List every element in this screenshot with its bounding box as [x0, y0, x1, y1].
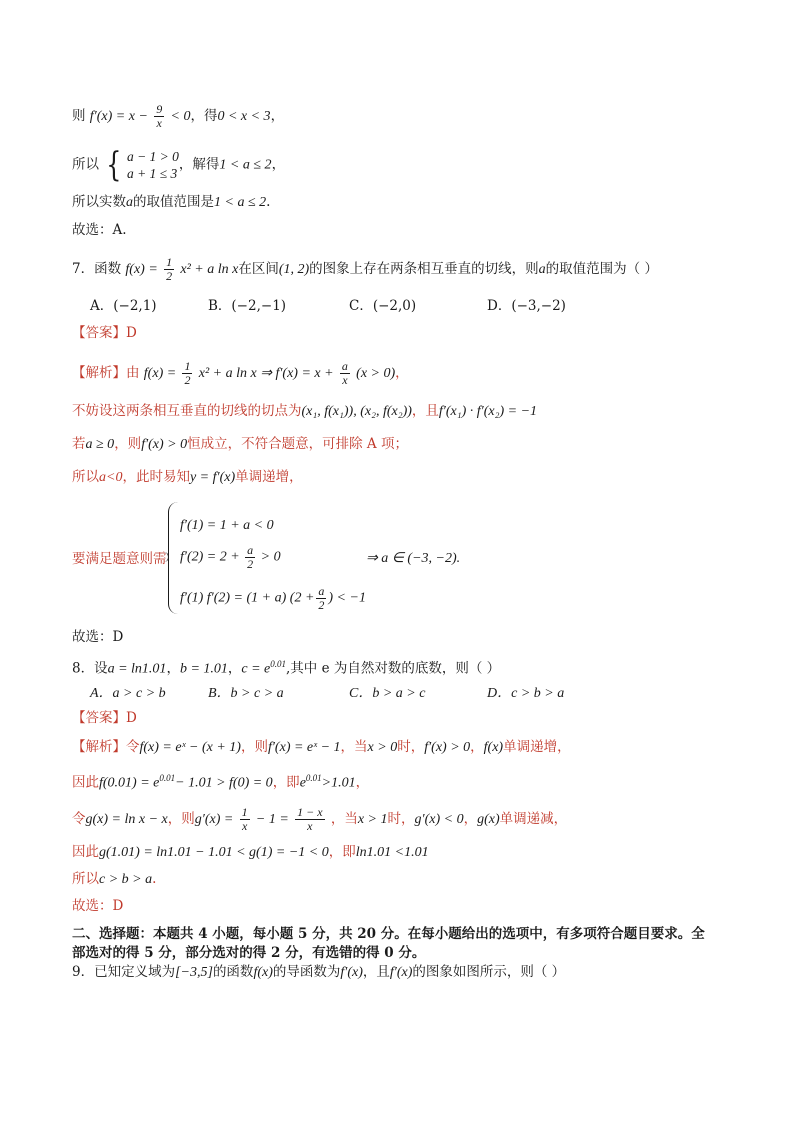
solution-line-system — [72, 145, 286, 185]
text: . — [266, 194, 271, 210]
denominator: 2 — [247, 557, 254, 571]
fraction — [154, 103, 164, 130]
math: f(0.01) = e — [99, 775, 160, 791]
text: 不妨设这两条相互垂直的切线的切点为 — [72, 403, 302, 419]
math: f(x) — [483, 740, 504, 755]
denominator: x — [241, 819, 248, 833]
text: 令 — [72, 811, 86, 827]
choose-line — [72, 220, 127, 240]
math: a = ln1.01 — [107, 661, 167, 677]
text: 单调递增， — [503, 739, 571, 755]
condition-result — [366, 549, 460, 569]
analysis-8-line1 — [72, 737, 571, 758]
fraction — [295, 806, 324, 833]
math: x > 0 — [367, 740, 398, 755]
solution-line-range — [72, 192, 270, 213]
math: ) < −1 — [328, 590, 366, 606]
text: 因此 — [72, 844, 99, 860]
numerator: 9 — [156, 102, 163, 116]
text: ，当 — [340, 739, 368, 755]
numerator: a — [341, 359, 348, 373]
text: 要满足题意则需 — [72, 551, 167, 567]
math: > 0 — [260, 549, 281, 565]
math: a — [126, 195, 133, 210]
math: [−3,5] — [175, 965, 213, 980]
text: ，则 — [167, 811, 195, 827]
section-2-heading-line1 — [72, 924, 705, 944]
math: < 0 — [170, 109, 191, 124]
text: 所以 — [72, 871, 99, 887]
section-heading: 二、选择题：本题共 4 小题，每小题 5 分，共 20 分。在每小题给出的选项中，有多项符合题目要求。全 — [72, 926, 705, 942]
denominator: x — [156, 116, 162, 130]
math: >1.01 — [321, 775, 356, 791]
denominator: 2 — [184, 373, 191, 387]
text: ,其中 e 为自然对数的底数，则（ ） — [286, 660, 501, 677]
system-line: a + 1 ≤ 3 — [126, 166, 178, 181]
text: 的图象如图所示，则（ ） — [412, 964, 566, 980]
fraction — [340, 360, 350, 387]
math: f(x) = — [125, 262, 158, 277]
superscript: 0.01 — [305, 773, 322, 783]
condition-brace — [168, 502, 179, 614]
denominator: 2 — [166, 269, 173, 283]
math: c = e — [241, 661, 271, 677]
math: a<0 — [99, 470, 123, 485]
text: ， — [470, 739, 484, 755]
math: 1 < a ≤ 2 — [219, 157, 272, 173]
text: 故选：D — [72, 898, 124, 914]
numerator: 1 − x — [297, 805, 323, 819]
analysis-8-line4 — [72, 842, 429, 863]
numerator: a — [318, 584, 325, 598]
condition-line-1 — [180, 516, 274, 536]
math: f′(x) — [389, 965, 413, 980]
option-label: C．(−2,0) — [349, 298, 417, 314]
option-b[interactable] — [208, 682, 284, 702]
math: a ≥ 0 — [85, 437, 115, 452]
text: ， — [463, 811, 478, 827]
math: g′(x) < 0 — [414, 812, 464, 827]
analysis-8-line5 — [72, 869, 156, 890]
math: 1 < a ≤ 2 — [214, 195, 267, 210]
text: 故选：A. — [72, 222, 127, 238]
math: f(x) — [253, 965, 273, 980]
text: 的图象上存在两条相互垂直的切线，则 — [309, 261, 539, 277]
math: f′(x) > 0 — [424, 740, 471, 755]
math: − 1 = — [255, 812, 289, 827]
math: x² + a ln x ⇒ f′(x) = x + — [198, 366, 334, 381]
text: . — [152, 871, 157, 887]
choose-7 — [72, 627, 123, 647]
option-label: B．b > c > a — [208, 686, 284, 701]
system-line: a − 1 > 0 — [126, 149, 179, 164]
superscript: 0.01 — [270, 659, 287, 669]
analysis-7-line4 — [72, 467, 303, 488]
math: − 1.01 > f(0) = 0 — [175, 775, 273, 791]
text: 若 — [72, 436, 86, 452]
text: 令 — [126, 739, 140, 755]
fraction — [245, 544, 255, 571]
fraction — [316, 585, 326, 612]
numerator: a — [247, 543, 254, 557]
text: 单调递增， — [235, 469, 303, 485]
text: 因此 — [72, 774, 99, 791]
solution-line-derivative — [72, 103, 284, 130]
text: 由 — [126, 365, 140, 381]
analysis-7-line2 — [72, 401, 537, 422]
math: f(x) = eˣ − (x + 1) — [139, 740, 241, 755]
text: 所以 — [72, 156, 99, 173]
analysis-tag: 【解析】 — [72, 365, 126, 381]
math: g(x) — [477, 812, 500, 827]
math: f′(x) = eˣ − 1 — [267, 740, 341, 755]
denominator: 2 — [318, 598, 325, 612]
math: f′(x) = x − — [89, 109, 148, 124]
answer-7 — [72, 323, 137, 343]
math: e — [299, 775, 306, 791]
text: ，解得 — [178, 156, 220, 173]
math: (1, 2) — [278, 262, 310, 277]
section-heading: 部选对的得 5 分，部分选对的得 2 分，有选错的得 0 分。 — [72, 945, 426, 961]
option-d[interactable] — [487, 294, 566, 314]
option-d[interactable] — [487, 682, 564, 702]
math: (x₁, f(x₁)), (x₂, f(x₂)) — [301, 404, 412, 419]
left-brace: { — [106, 145, 122, 185]
fraction — [240, 806, 250, 833]
math: f′(x₁) · f′(x₂) = −1 — [438, 404, 538, 419]
answer-text: 【答案】D — [72, 325, 137, 341]
math: ⇒ a ∈ (−3, −2). — [366, 551, 461, 566]
option-a[interactable] — [90, 294, 157, 314]
option-label: A．a > c > b — [90, 686, 166, 701]
superscript: 0.01 — [159, 773, 176, 783]
analysis-7-line1 — [72, 360, 409, 387]
analysis-7-line3 — [72, 434, 408, 455]
text: ， — [166, 660, 180, 677]
text: 恒成立，不符合题意，可排除 A 项； — [187, 436, 408, 452]
math: ln1.01 <1.01 — [355, 845, 429, 860]
math: x² + a ln x — [180, 262, 239, 277]
denominator: x — [342, 373, 348, 387]
math: f′(x) — [340, 965, 363, 980]
math: f(x) = — [143, 366, 177, 381]
math: g′(x) = — [194, 812, 234, 827]
text: ，即 — [328, 844, 356, 860]
analysis-8-line2 — [72, 768, 369, 794]
question-9 — [72, 962, 565, 983]
fraction — [164, 256, 174, 283]
text: ，此时易知 — [122, 469, 190, 485]
option-label: D．c > b > a — [487, 686, 565, 701]
text: ，则 — [114, 436, 142, 452]
math: (2 + — [289, 590, 315, 606]
option-c[interactable] — [349, 682, 425, 702]
section-2-heading-line2 — [72, 943, 425, 963]
text: 故选：D — [72, 629, 124, 645]
text: ，且 — [362, 964, 390, 980]
option-a[interactable] — [90, 682, 166, 702]
text: 时， — [397, 739, 425, 755]
answer-8 — [72, 708, 137, 728]
text: 的取值范围是 — [133, 194, 214, 210]
math: b = 1.01 — [179, 661, 228, 677]
text: ，即 — [272, 774, 300, 791]
text: 时， — [387, 811, 415, 827]
math: 0 < x < 3 — [217, 109, 271, 124]
question-8 — [72, 654, 500, 680]
math: f′(x) > 0 — [141, 437, 188, 452]
text: 单调递减， — [499, 811, 568, 827]
question-7 — [72, 256, 658, 283]
option-label: A．(−2,1) — [90, 298, 157, 314]
text: 所以实数 — [72, 194, 126, 210]
text: ，则 — [240, 739, 268, 755]
condition-line-2 — [180, 544, 281, 571]
text: 的取值范围为（ ） — [545, 261, 658, 277]
text: 在区间 — [238, 261, 279, 277]
condition-line-3 — [180, 585, 366, 612]
text: ，且 — [411, 403, 439, 419]
option-b[interactable] — [208, 294, 286, 314]
option-label: B．(−2,−1) — [208, 298, 287, 314]
option-c[interactable] — [349, 294, 416, 314]
text: ， — [270, 108, 285, 124]
analysis-7-condition-label — [72, 549, 167, 569]
text: ， — [271, 156, 286, 173]
question-number: 7．函数 — [72, 261, 122, 277]
math: g(x) = ln x − x — [85, 812, 168, 827]
numerator: 1 — [241, 805, 248, 819]
denominator: x — [307, 819, 313, 833]
question-number: 8．设 — [72, 660, 108, 677]
math: y = f′(x) — [189, 470, 236, 485]
math: f′(1) f′(2) = (1 + a) — [180, 590, 287, 606]
numerator: 1 — [166, 255, 173, 269]
question-number: 9．已知定义域为 — [72, 964, 176, 980]
fraction — [182, 360, 192, 387]
analysis-tag: 【解析】 — [72, 739, 126, 755]
option-label: D．(−3,−2) — [487, 298, 566, 314]
text: ， — [227, 660, 242, 677]
math: f′(1) = 1 + a < 0 — [180, 518, 274, 533]
math: f′(2) = 2 + — [180, 549, 240, 565]
text: 的函数 — [212, 964, 254, 980]
choose-8 — [72, 896, 123, 916]
math: c > b > a — [99, 872, 153, 887]
option-label: C．b > a > c — [349, 686, 426, 701]
text: ，当 — [330, 811, 358, 827]
math: x > 1 — [357, 812, 388, 827]
math: a — [538, 262, 546, 277]
text: ，得 — [190, 108, 218, 124]
math: (x > 0) — [356, 366, 396, 381]
text: ， — [355, 774, 370, 791]
inequality-system — [103, 145, 179, 185]
math: g(1.01) = ln1.01 − 1.01 < g(1) = −1 < 0 — [99, 845, 329, 860]
text: 所以 — [72, 469, 99, 485]
analysis-8-line3 — [72, 806, 567, 833]
answer-text: 【答案】D — [72, 710, 137, 726]
text: 的导函数为 — [272, 964, 341, 980]
text: 则 — [72, 108, 86, 124]
text: ， — [395, 365, 409, 381]
numerator: 1 — [184, 359, 191, 373]
